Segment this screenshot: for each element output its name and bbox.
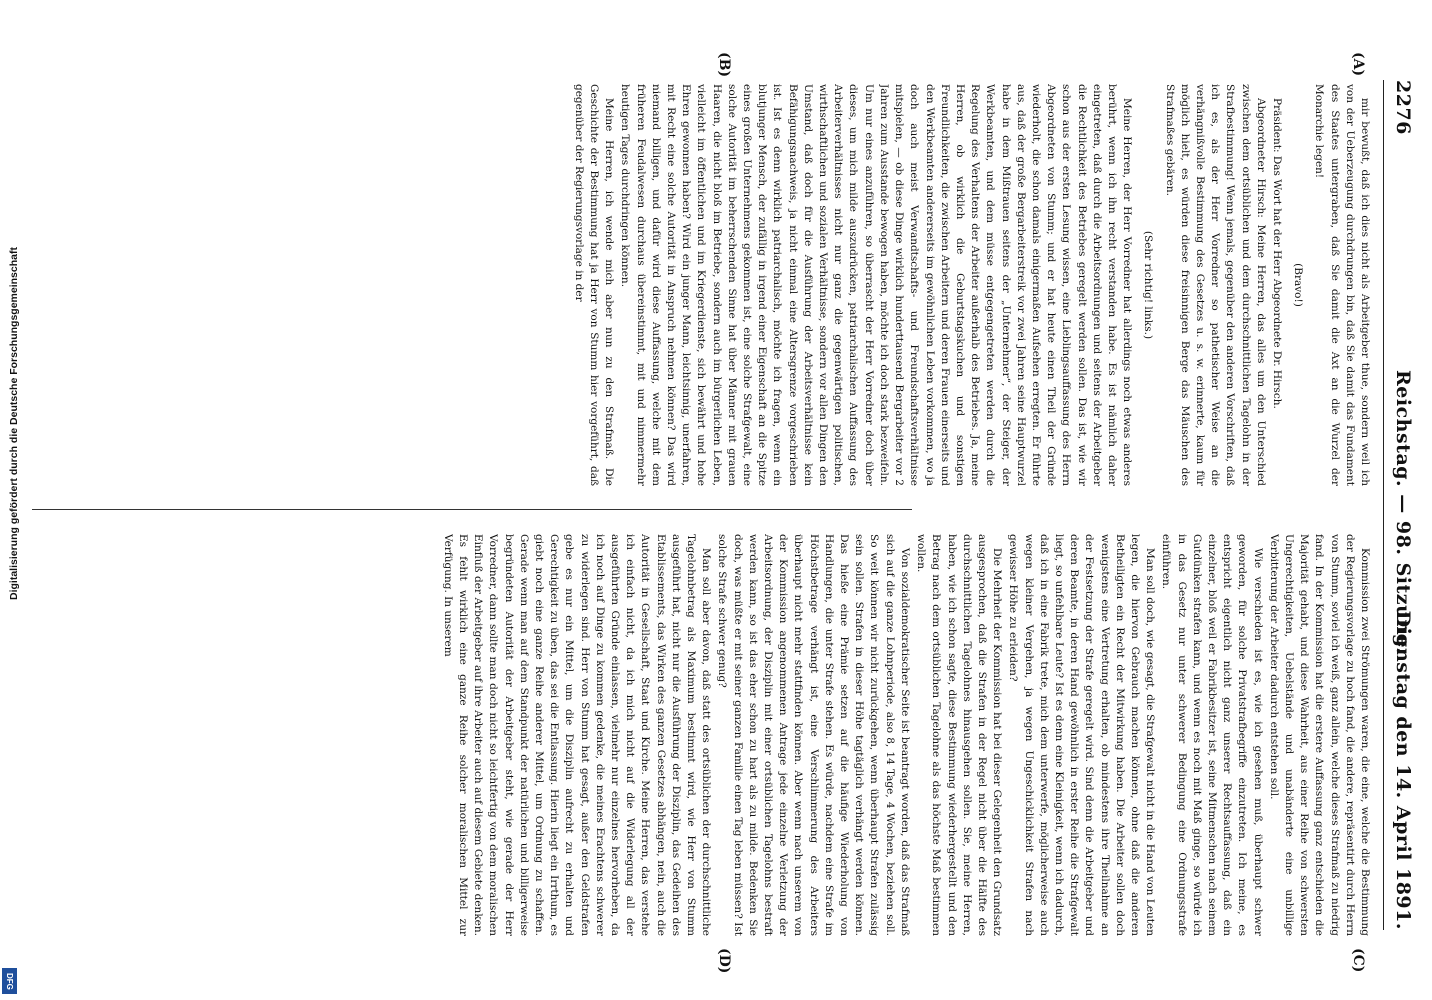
- paragraph: Man soll doch, wie gesagt, die Strafgewalt nicht in die Hand von Leuten legen, die hiervon Gebrauch machen können, ohne daß die anderen Betheiligten ein Recht der Mitwirkung haben. Die Arbeiter sollen doch wenigstens eine Vertretung erhalten, ob mindestens ihre Theilnahme an der Festsetzung der Strafe geregelt wird. Sind denn die Arbeitgeber und deren Beamte, in deren Hand gewöhnlich in erster Reihe die Strafgewalt liegt, so unfehlbare Leute? Ist es denn eine Kleinigkeit, wenn ich dadurch, daß ich in eine Fabrik trete, mich dem unterwerfe, möglicherweise auch wegen kleiner Vergehen, ja wegen Ungeschicklichkeit Strafen nach gewisser Höhe zu erleiden?: [1007, 534, 1157, 936]
- paragraph: Meine Herren, ich wende mich aber nun zu den Strafmaß. Die Geschichte der Bestimmung hat ja Herr von Stumm hier vorgeführt, daß gegenüber der Regierungsvorlage in der: [572, 84, 616, 486]
- paragraph: Kommission zwei Strömungen waren, die eine, welche die Bestimmung der Regierungsvorlage zu hoch fand, die andere, repräsentirt durch Herrn von Stumm, soviel ich weiß, ganz allein, welche dieses Strafmaß zu niedrig fand. In der Kommission hat die erstere Auffassung ganz entschieden die Majorität gehabt, und diese Wahrheit, aus einer Reihe von schwersten Ungerechtigkeiten, Uebelstände und unabänderte eine unbillige Verbitterung der Arbeiter dadurch entstehen soll.: [1267, 534, 1371, 936]
- text-column-left: [56, 84, 1372, 486]
- session-date: Dienstag den 14. April 1891.: [1392, 610, 1414, 930]
- paragraph: Meine Herren, der Herr Vorredner hat allerdings noch etwas anderes berührt, wenn ich ihn recht verstanden habe. Es ist nämlich daher eingetreten, daß durch die Arbeitsordnungen und seitens der Arbeitgeber die Rechtlichkeit des Betriebes geregelt werden sollen. Das ist, wie wir schon aus der ersten Lesung wissen, eine Lieblingsauffassung des Herrn Abgeordneten von Stumm; und er hat heute einen Theil der Gründe wiederholt, die schon damals einigermaßen Aufsehen erregten. Er führte aus, daß der große Bergarbeiterstreik vor zwei Jahren seine Hauptwurzel habe in dem Mißtrauen seitens der „Unternehmer“, der Steiger, der Werkbeamten, und dem müsse entgegengetreten werden durch die Regelung des Verhaltens der Arbeiter außerhalb des Betriebes. Ja, meine Herren, ob wirklich die Geburtstagskuchen und sonstigen Freundlichkeiten, die zwischen Arbeitern und deren Frauen einerseits und den Werkbeamten andererseits im gewöhnlichen Leben vorkommen, wo ja doch auch meist Verwandtschafts- und Freundschaftsverhältnisse mitspielen, — ob diese Dinge wirklich hunderttausend Bergarbeiter vor 2 Jahren zum Ausstande bewogen haben, möchte ich doch stark bezweifeln. Um nur eines anzuführen, so überrascht der Herr Vorredner doch über dieses, um mich milde auszudrücken, patriarchalischen Auffassung des Arbeiterverhältnisses nicht nur ganz die gegenwärtigen politischen, wirthschaftlichen und sozialen Verhältnisse, sondern vor allen Dingen den Umstand, daß doch für die Ausführung der Arbeitsverhältnisse kein Befähigungsnachweis, ja nicht einmal eine Altersgrenze vorgeschrieben ist. Ist es denn wirklich patriarchalisch, möchte ich fragen, wenn ein blutjunger Mensch, der zufällig in irgend einer Eigenschaft an die Spitze eines großen Unternehmens gekommen ist, eine solche Strafgewalt, eine solche Autorität im beherrschenden Sinne hat über Männer mit grauen Haaren, die nicht bloß im Betriebe, sondern auch im bürgerlichen Leben, vielleicht im öffentlichen und im Kriegerdienste, sich bewährt und hohe Ehren gewonnen haben? Wird ein junger Mann, leichtsinnig, unerfahren, mit Recht eine solche Autorität in Anspruch nehmen können? Das wird niemand billigen, und dafür wird diese Auffassung, welche mit dem früheren Feudalwesen durchaus übereinstimmt, mit und nimmermehr heutigen Tages durchdringen können.: [619, 84, 1134, 486]
- column-divider: [32, 509, 912, 510]
- paragraph: (Bravo!): [1292, 263, 1305, 307]
- margin-marker-c: (C): [1350, 948, 1366, 973]
- paragraph: Wie verschieden ist es, wie ich gesehen muß, überhaupt schwer geworden, für solche Privatstrafbegriffe einzutreten. Ich meine, es entspricht eigentlich nicht ganz unserer Rechtsauffassung, daß ein einzelner, bloß weil er Fabrikbesitzer ist, seine Mitmenschen nach seinem Gutdünken strafen kann, und wenn es noch mit Maß ginge, so würde ich in das Gesetz nur unter schwerer Bedingung eine Ordnungsstrafe einführen.: [1160, 534, 1264, 936]
- page-number: 2276: [1392, 80, 1414, 135]
- paragraph: Die Mehrheit der Kommission hat bei dieser Gelegenheit den Grundsatz ausgesprochen, daß die Strafen in der Regel nicht über die Hälfte des durchschnittlichen Tagelohnes hinausgehen sollen. Sie, meine Herren, haben, wie ich schon sagte, diese Bestimmung wiederhergestellt und den Betrag nach dem ortsüblichen Tagelohne als das höchste Maß bestimmen wollen.: [915, 534, 1004, 936]
- margin-marker-d: (D): [716, 948, 732, 974]
- paragraph: (Sehr richtig! links.): [1142, 230, 1155, 340]
- paragraph: Von sozialdemokratischer Seite ist beantragt worden, daß das Strafmaß sich auf die ganze Lohnperiode, also 8, 14 Tage, 4 Wochen, beziehen soll. So weit können wir nicht zurückgehen, wenn überhaupt Strafen zulässig sein sollen. Strafen in dieser Höhe tagtäglich verhängt werden können. Das hieße eine Prämie setzen auf die häufige Wiederholung von Handlungen, die unter Strafe stehen. Es würde, nachdem eine Strafe im Höchstbetrage verhängt ist, eine Verschlimmerung des Arbeiters überhaupt nicht mehr stattfinden können. Aber wenn nach unserem von der Kommission angenommenen Antrage jede einzelne Verletzung der Arbeitsordnung, der Disziplin mit einer ortsüblichen Tagelohns bestraft werden kann, so ist das eher schon zu hart als zu milde. Bedenken Sie doch, was müßte er mit seiner ganzen Familie einen Tag leben müssen? Ist solche Strafe schwer genug?: [716, 534, 911, 936]
- text-column-right: [56, 534, 1372, 936]
- paragraph: mir bewußt, daß ich dies nicht als Arbeitgeber thue, sondern weil ich von der Ueberzeugung durchdrungen bin, daß Sie damit das Fundament des Staates untergraben, daß Sie damit die Axt an die Wurzel der Monarchie legen!: [1313, 84, 1371, 486]
- paragraph: Präsident: Das Wort hat der Herr Abgeordnete Dr. Hirsch.: [1270, 98, 1283, 409]
- page-header: [1383, 80, 1418, 930]
- paragraph: Abgeordneter Hirsch: Meine Herren, das alles um den Unterschied zwischen dem ortsüblichen und dem durchschnittlichen Tagelohn in der Strafbestimmung! Wenn jemals, gegenüber den anderen Vorschriften, daß ich es, als der Herr Vorredner so pathetischer Weise an die verhängnißvolle Bestimmung des Gesetzes u. s. w. erinnerte, kaum für möglich hielt, es würden diese freisinnigen Berge das Mäuschen des Strafmaßes gebären.: [1163, 84, 1267, 486]
- dfg-logo: DFG: [2, 968, 17, 994]
- margin-marker-b: (B): [716, 52, 732, 78]
- paragraph: Man soll aber davon, daß statt des ortsüblichen der durchschnittliche Tagelohnbetrag als Maximum bestimmt wird, wie Herr von Stumm ausgeführt hat, nicht nur die Ausführung der Disziplin, das Gedeihen des Etablissements, das Wirken des ganzen Gesetzes abhängen, nein, auch die Autorität in Gesellschaft, Staat und Kirche. Meine Herren, das verstehe ich einfach nicht, da ich mich nicht auf die Widerlegung all der ausgeführten Gründe einlassen, vielmehr nur einzelnes hervorheben, da ich noch auf Dinge zu kommen gedenke, die meines Erachtens schwerer zu widerlegen sind. Herr von Stumm hat gesagt, außer den Geldstrafen gebe es nur ein Mittel, um die Disziplin aufrecht zu erhalten und Gerechtigkeit zu üben, das sei die Entlassung. Hierin liegt ein Irrthum, es giebt noch eine ganze Reihe anderer Mittel, um Ordnung zu schaffen. Gerade wenn man auf dem Standpunkt der natürlichen und billigerweise begründeten Autorität der Arbeitgeber steht, wie gerade der Herr Vorredner, dann sollte man doch nicht so leichtfertig von dem moralischen Einfluß der Arbeitgeber auf ihre Arbeiter auch auf diesem Gebiete denken. Es fehlt wirklich eine ganze Reihe solcher moralischen Mittel zur Verfügung. In unserem: [441, 534, 713, 936]
- session-title: Reichstag. — 98. Sitzung.: [1392, 370, 1414, 655]
- digitization-credit: Digitalisierung gefördert durch die Deutsche Forschungsgemeinschaft: [8, 247, 20, 600]
- margin-marker-a: (A): [1350, 52, 1366, 77]
